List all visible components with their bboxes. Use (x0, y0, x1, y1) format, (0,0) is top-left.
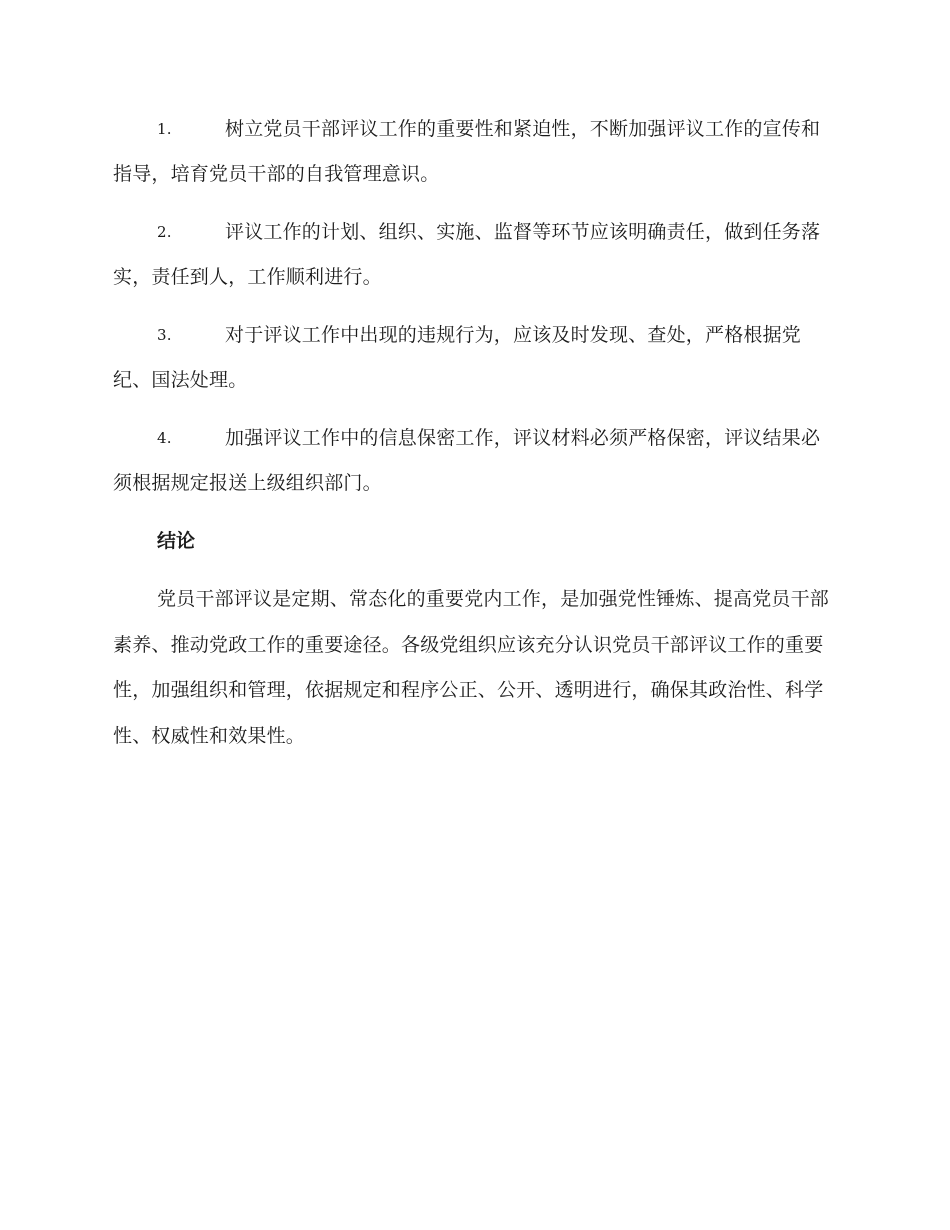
list-item-text: 树立党员干部评议工作的重要性和紧迫性，不断加强评议工作的宣传和指导，培育党员干部的自我管理意识。 (113, 118, 821, 185)
list-item-4 (113, 416, 833, 506)
conclusion-paragraph: 党员干部评议是定期、常态化的重要党内工作，是加强党性锤炼、提高党员干部素养、推动党政工作的重要途径。各级党组织应该充分认识党员干部评议工作的重要性，加强组织和管理，依据规定和程序公正、公开、透明进行，确保其政治性、科学性、权威性和效果性。 (113, 588, 830, 747)
list-item-2 (113, 210, 833, 300)
list-item-text: 评议工作的计划、组织、实施、监督等环节应该明确责任，做到任务落实，责任到人，工作顺利进行。 (113, 221, 821, 288)
conclusion-heading: 结论 (157, 530, 196, 552)
list-item-text: 加强评议工作中的信息保密工作，评议材料必须严格保密，评议结果必须根据规定报送上级组织部门。 (113, 427, 821, 494)
list-number: 2. (157, 223, 172, 241)
list-number: 1. (157, 120, 172, 138)
list-number: 4. (157, 429, 172, 447)
list-item-3 (113, 313, 833, 403)
document-content (113, 107, 833, 759)
list-number: 3. (157, 326, 172, 344)
list-item-text: 对于评议工作中出现的违规行为，应该及时发现、查处，严格根据党纪、国法处理。 (113, 324, 802, 391)
list-item-1 (113, 107, 833, 197)
